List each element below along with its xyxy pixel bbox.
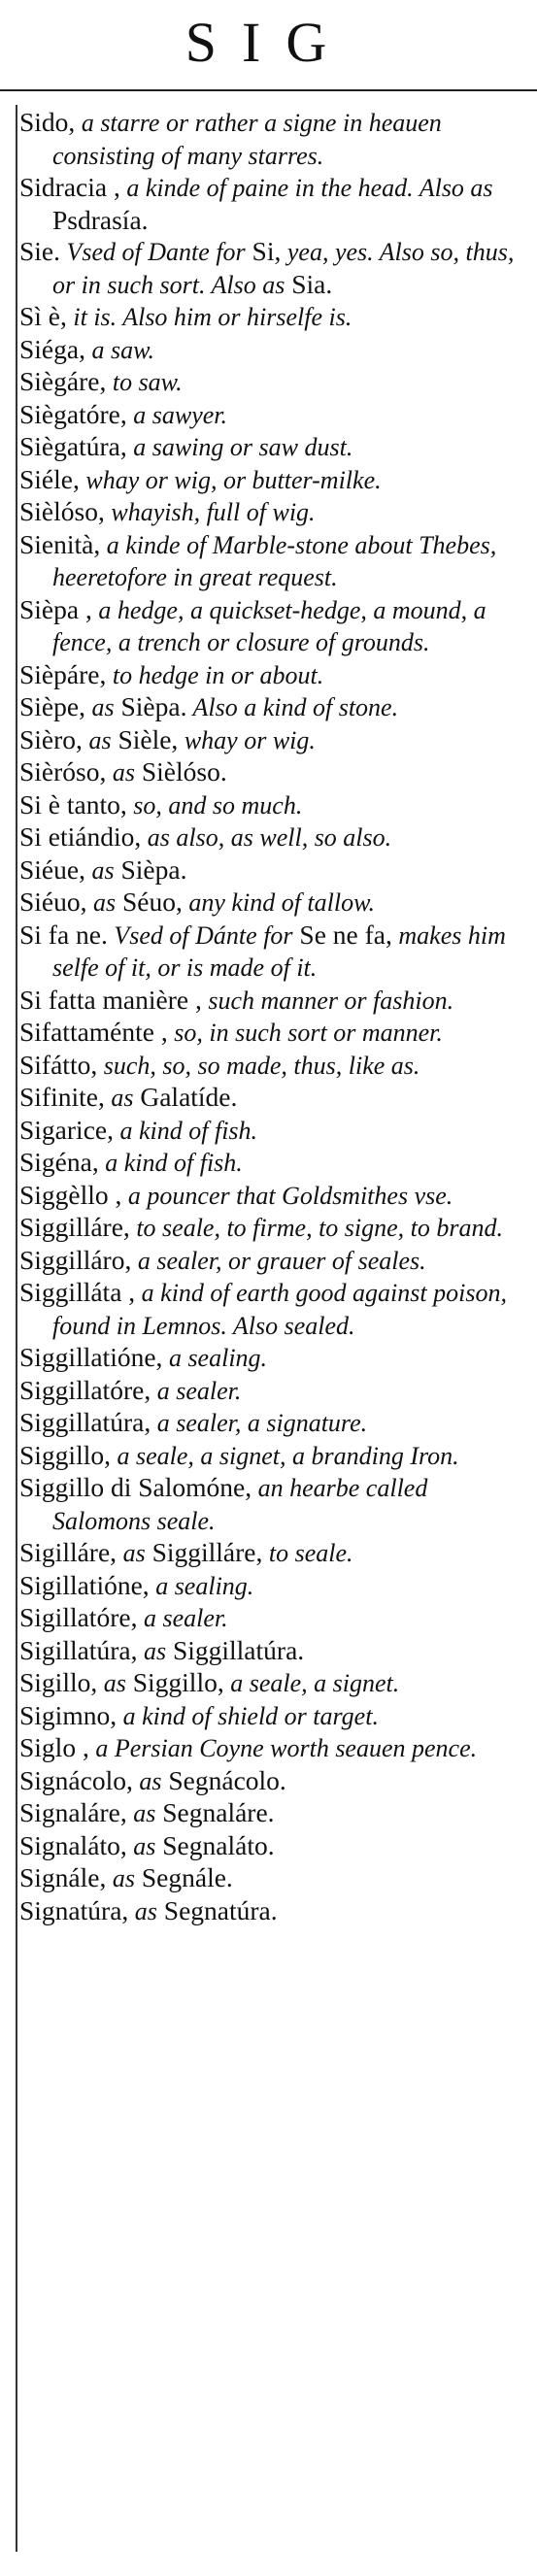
entry-definition: a kinde of paine in the head. Also as (119, 174, 493, 202)
dictionary-entry (19, 301, 527, 334)
entry-definition: to seale, to firme, to signe, to brand. (129, 1214, 504, 1242)
entry-headword: Siggilláre, (19, 1212, 130, 1242)
entry-cross-reference: Psdrasía. (52, 204, 149, 235)
page-header (0, 0, 537, 89)
entry-definition: a sealing. (162, 1344, 268, 1372)
entry-definition: a sealing. (149, 1571, 254, 1600)
entry-cross-reference: Se ne fa, (292, 919, 392, 950)
entry-headword: Siggilláro, (19, 1244, 132, 1275)
entry-definition: so, in such sort or manner. (167, 1019, 443, 1047)
dictionary-entry (19, 1667, 527, 1700)
dictionary-entry (19, 920, 527, 985)
dictionary-entry (19, 1440, 527, 1473)
entry-headword: Sièpa , (19, 593, 92, 624)
entry-headword: Sì è, (19, 301, 67, 331)
dictionary-entry (19, 1570, 527, 1603)
entry-definition: as (104, 1084, 134, 1112)
entry-definition: to hedge in or about. (106, 660, 324, 689)
entry-cross-reference: Sièpa. (114, 691, 187, 721)
entry-definition: as (97, 1669, 126, 1697)
entry-headword: Sigillatúra, (19, 1634, 138, 1665)
entry-definition: makes him selfe of it, or is made of it. (52, 920, 506, 982)
entry-headword: Si fa ne. (19, 919, 108, 950)
entry-definition: a hedge, a quickset-hedge, a mound, a fence, a trench or closure of grounds. (52, 595, 487, 656)
dictionary-entry (19, 172, 527, 236)
entry-headword: Si è tanto, (19, 788, 127, 820)
dictionary-entry (19, 1700, 527, 1733)
entry-cross-reference: Séuo, (116, 887, 183, 917)
dictionary-entry (19, 854, 527, 887)
entry-cross-reference: Sièle, (111, 723, 179, 754)
entry-definition: to seale. (262, 1539, 353, 1567)
dictionary-entry (19, 985, 527, 1018)
entry-headword: Sièróso, (19, 756, 107, 786)
entry-definition: as (106, 758, 135, 786)
entry-cross-reference: Siggillatúra. (166, 1634, 305, 1665)
entry-headword: Sigillatóre, (19, 1602, 138, 1632)
entry-headword: Si etiándio, (19, 821, 142, 852)
dictionary-entry (19, 1862, 527, 1895)
entry-definition: as (132, 1766, 162, 1795)
entry-headword: Signaláto, (19, 1829, 127, 1860)
entry-headword: Siggilláta , (19, 1277, 136, 1307)
entry-definition: as (84, 693, 115, 721)
entry-definition: as (82, 725, 112, 754)
entry-definition: a sealer, or grauer of seales. (131, 1246, 426, 1275)
dictionary-entry (19, 366, 527, 399)
dictionary-entry (19, 529, 527, 594)
dictionary-entry (19, 1635, 527, 1668)
entry-headword: Sigarice, (19, 1114, 114, 1145)
entry-definition: as (128, 1896, 157, 1925)
entry-definition: a kind of earth good against poison, found in Lemnos. Also sealed. (52, 1279, 507, 1340)
dictionary-entry (19, 1082, 527, 1115)
entry-definition: a sealer. (151, 1376, 242, 1405)
entry-definition: whay or wig, or butter-milke. (79, 465, 382, 494)
entry-definition: a Persian Coyne worth seauen pence. (88, 1734, 478, 1762)
entry-headword: Sigilláre, (19, 1537, 117, 1567)
entry-cross-reference: Segnácolo. (161, 1764, 286, 1795)
entry-cross-reference: Segnaláto. (155, 1829, 275, 1860)
entry-headword: Sièro, (19, 723, 83, 754)
entry-definition: as (84, 855, 115, 885)
dictionary-entry (19, 1407, 527, 1440)
entry-definition: such, so, so made, thus, like as. (97, 1051, 420, 1080)
entry-headword: Sidracia , (19, 172, 120, 202)
dictionary-entry (19, 1017, 527, 1050)
dictionary-entry (19, 1602, 527, 1635)
entry-cross-reference: Si, (245, 236, 282, 266)
entry-definition: a kind of fish. (113, 1116, 258, 1145)
dictionary-entry (19, 756, 527, 789)
dictionary-entry (19, 1245, 527, 1278)
entry-definition: as (106, 1864, 135, 1892)
entry-headword: Sigillo, (19, 1667, 98, 1697)
entry-definition: a pouncer that Goldsmithes vse. (121, 1181, 453, 1210)
dictionary-entry (19, 1375, 527, 1408)
entry-definition: a kind of fish. (98, 1149, 243, 1177)
dictionary-entry (19, 789, 527, 822)
dictionary-entry (19, 1830, 527, 1863)
entry-definition: a kind of shield or target. (117, 1701, 379, 1730)
entry-headword: Sie. (19, 236, 61, 266)
column-rule (16, 105, 17, 2552)
dictionary-entry (19, 1472, 527, 1537)
dictionary-entry (19, 1115, 527, 1148)
entry-cross-reference: Sia. (285, 268, 333, 299)
dictionary-entry (19, 399, 527, 432)
entry-headword: Siggillo di Salomóne, (19, 1472, 252, 1502)
entry-headword: Sigimno, (19, 1699, 117, 1730)
dictionary-column (19, 107, 527, 1927)
entry-definition: a sealer. (137, 1604, 228, 1632)
entry-definition: a seale, a signet, a branding Iron. (110, 1441, 459, 1470)
entry-cross-reference: Segnále. (135, 1862, 233, 1892)
entry-headword: Siéuo, (19, 887, 87, 917)
entry-headword: Sièpe, (19, 691, 85, 721)
entry-definition: any kind of tallow. (182, 888, 376, 917)
dictionary-entry (19, 1277, 527, 1342)
entry-headword: Siègatóre, (19, 398, 127, 429)
entry-headword: Signále, (19, 1862, 107, 1892)
entry-cross-reference: Sièlóso. (135, 756, 227, 786)
dictionary-entry (19, 236, 527, 301)
entry-headword: Siggillatióne, (19, 1342, 163, 1372)
entry-headword: Siggillatóre, (19, 1374, 151, 1405)
dictionary-entry (19, 1797, 527, 1830)
entry-definition: as (137, 1636, 167, 1665)
entry-headword: Siggèllo , (19, 1179, 122, 1210)
entry-headword: Sifinite, (19, 1082, 105, 1112)
entry-definition: a sawing or saw dust. (126, 433, 353, 461)
entry-cross-reference: Siggilláre, (145, 1537, 263, 1567)
dictionary-entry (19, 659, 527, 692)
dictionary-entry (19, 1895, 527, 1928)
entry-headword: Sièpáre, (19, 658, 107, 689)
entry-headword: Siéle, (19, 463, 80, 494)
entry-cross-reference: Segnatúra. (156, 1894, 278, 1925)
entry-cross-reference: Siggillo, (125, 1667, 224, 1697)
entry-definition: a saw. (84, 335, 155, 364)
entry-definition: a kinde of Marble-stone about Thebes, heeretofore in great request. (52, 530, 497, 591)
entry-headword: Sigillatióne, (19, 1569, 150, 1600)
dictionary-entry (19, 821, 527, 854)
entry-headword: Sifátto, (19, 1049, 98, 1080)
dictionary-entry (19, 464, 527, 497)
entry-headword: Siéue, (19, 853, 85, 885)
header-rule (0, 89, 537, 91)
entry-cross-reference: Sièpa. (114, 853, 187, 885)
dictionary-entry (19, 1342, 527, 1375)
dictionary-entry (19, 887, 527, 920)
entry-definition: as (86, 888, 117, 917)
entry-definition: Vsed of Dánte for (107, 920, 293, 950)
entry-definition: a sealer, a signature. (151, 1409, 368, 1437)
entry-headword: Si fatta manière , (19, 984, 202, 1015)
entry-definition: yea, yes. Also so, thus, or in such sort. Also as (52, 238, 515, 299)
entry-definition: as also, as well, so also. (141, 823, 392, 852)
entry-definition: as (126, 1831, 156, 1860)
dictionary-entry (19, 496, 527, 529)
entry-headword: Sièlóso, (19, 496, 105, 526)
entry-definition: whayish, full of wig. (104, 498, 316, 526)
entry-definition: a seale, a signet. (223, 1669, 400, 1697)
entry-definition: as (126, 1799, 156, 1827)
entry-definition: such manner or fashion. (201, 986, 454, 1015)
entry-headword: Siéga, (19, 333, 85, 364)
entry-headword: Signácolo, (19, 1764, 133, 1795)
dictionary-entry (19, 431, 527, 464)
dictionary-entry (19, 1537, 527, 1570)
dictionary-entry (19, 724, 527, 757)
entry-definition: a sawyer. (126, 400, 228, 429)
dictionary-entry (19, 1180, 527, 1213)
entry-headword: Sigéna, (19, 1147, 99, 1177)
page-title: SIG (185, 11, 352, 74)
dictionary-entry (19, 1147, 527, 1180)
entry-definition: an hearbe called Salomons seale. (52, 1474, 428, 1535)
entry-definition: it is. Also him or hirselfe is. (66, 303, 352, 331)
entry-headword: Siggillatúra, (19, 1407, 151, 1437)
dictionary-entry (19, 1050, 527, 1083)
entry-headword: Siglo , (19, 1732, 89, 1762)
entry-cross-reference: Segnaláre. (155, 1797, 275, 1827)
entry-definition: to saw. (106, 368, 183, 396)
entry-headword: Siègatúra, (19, 431, 127, 461)
dictionary-entry (19, 334, 527, 367)
dictionary-entry (19, 691, 527, 724)
entry-headword: Sifattaménte , (19, 1017, 168, 1047)
entry-headword: Sido, (19, 107, 76, 137)
dictionary-entry (19, 1765, 527, 1798)
entry-headword: Signatúra, (19, 1894, 129, 1925)
entry-headword: Siègáre, (19, 366, 107, 396)
entry-definition: so, and so much. (126, 790, 303, 820)
entry-cross-reference: Galatíde. (133, 1082, 238, 1112)
entry-definition: Vsed of Dante for (60, 238, 246, 266)
dictionary-entry (19, 107, 527, 172)
entry-headword: Sienità, (19, 528, 101, 559)
entry-headword: Siggillo, (19, 1439, 111, 1470)
entry-definition: a starre or rather a signe in heauen consisting of many starres. (52, 109, 442, 170)
entry-definition: whay or wig. (178, 725, 316, 754)
entry-headword: Signaláre, (19, 1797, 127, 1827)
dictionary-entry (19, 1212, 527, 1245)
dictionary-entry (19, 594, 527, 659)
dictionary-entry (19, 1732, 527, 1765)
entry-definition: Also a kind of stone. (186, 693, 399, 721)
entry-definition: as (117, 1539, 146, 1567)
